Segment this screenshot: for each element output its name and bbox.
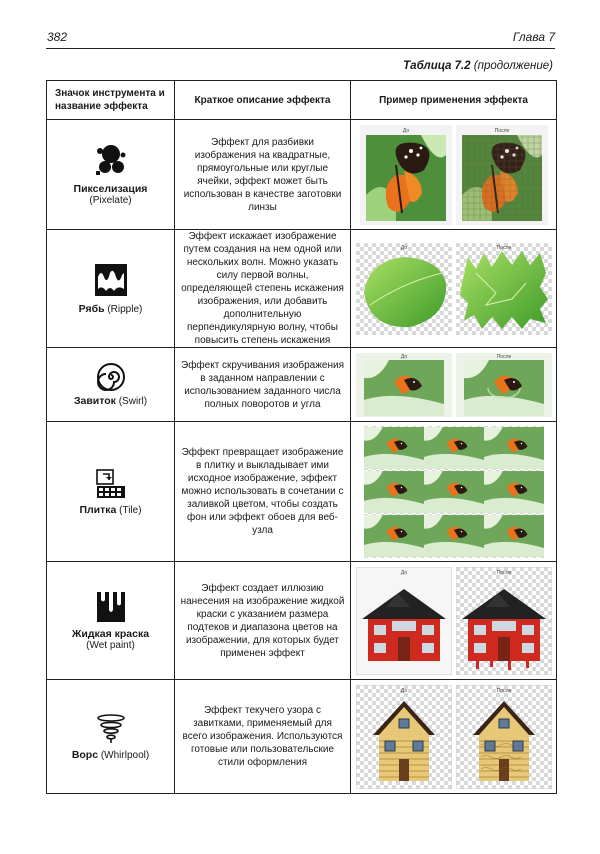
before-label: До [402, 127, 409, 134]
effect-name: Ворс [71, 748, 99, 761]
table-header-row [47, 81, 557, 120]
whirlpool-icon [96, 713, 126, 745]
table-row [47, 120, 557, 230]
effect-description: Эффект текучего узора с завитками, применяемый для всего изображения. Используются готовые или пользовательские стили оформления [175, 680, 351, 794]
effect-latin: (Tile) [119, 504, 142, 516]
example-before-image [360, 125, 452, 225]
table-row [47, 230, 557, 348]
example-cell [351, 348, 557, 422]
effect-name: Рябь [78, 302, 105, 315]
effect-cell [47, 230, 175, 348]
effect-description: Эффект превращает изображение в плитку и выкладывает ими исходное изображение, эффект можно использовать в сочетании с заливкой цветом, чтобы создать фон или эффект обоев для веб-узла [175, 422, 351, 562]
effect-latin: (Ripple) [107, 303, 143, 315]
effect-description: Эффект скручивания изображения в заданном направлении с использованием заданного числа полных поворотов и угла [175, 348, 351, 422]
caption-label: Таблица 7.2 [403, 60, 471, 72]
effect-cell [47, 680, 175, 794]
after-label: После [496, 687, 511, 694]
chapter-title: Глава 7 [512, 30, 555, 44]
effect-description: Эффект для разбивки изображения на квадратные, прямоугольные или круглые ячейки, эффект может быть использован в качестве заготовки линзы [175, 120, 351, 230]
header-icon-name: Значок инструмента и название эффекта [47, 81, 175, 120]
effect-name: Пикселизация [73, 183, 148, 195]
effect-title [47, 395, 174, 407]
tile-icon [95, 468, 127, 500]
effect-title [47, 303, 174, 315]
effect-latin: (Swirl) [118, 396, 148, 407]
table-caption [403, 60, 553, 72]
effect-cell [47, 422, 175, 562]
header-rule [46, 48, 555, 49]
table-row [47, 562, 557, 680]
effect-name: Жидкая краска [71, 628, 150, 640]
before-label: До [400, 244, 407, 251]
table-row [47, 348, 557, 422]
after-label: После [496, 569, 511, 576]
example-after-image [456, 243, 552, 335]
example-after-image [456, 353, 552, 417]
table-row [47, 422, 557, 562]
ripple-icon [94, 263, 128, 297]
swirl-icon [96, 362, 126, 392]
effect-latin: (Whirlpool) [100, 749, 150, 761]
caption-note: (продолжение) [473, 60, 553, 72]
header-example: Пример применения эффекта [351, 81, 557, 120]
example-cell [351, 230, 557, 348]
example-before-image [356, 567, 452, 675]
effect-name: Плитка [79, 503, 117, 516]
before-label: До [400, 353, 407, 360]
after-label: После [496, 244, 511, 251]
page-number: 382 [47, 30, 68, 44]
example-tiled-image [364, 426, 544, 558]
effect-cell [47, 120, 175, 230]
example-before-image [356, 353, 452, 417]
before-label: До [400, 687, 407, 694]
before-label: До [400, 569, 407, 576]
example-cell [351, 562, 557, 680]
example-before-image [356, 243, 452, 335]
example-cell [351, 422, 557, 562]
after-label: После [496, 353, 511, 360]
after-label: После [494, 127, 509, 134]
effect-title [47, 504, 174, 516]
example-cell [351, 120, 557, 230]
wet-paint-icon [95, 590, 127, 624]
table-row [47, 680, 557, 794]
example-cell [351, 680, 557, 794]
example-before-image [356, 685, 452, 789]
pixelate-icon [94, 143, 128, 177]
effect-cell [47, 562, 175, 680]
effect-description: Эффект создает иллюзию нанесения на изображение жидкой краски с указанием размера подтеков и диапазона цветов на изображении, для которых будет применен эффект [175, 562, 351, 680]
example-after-image [456, 685, 552, 789]
effect-latin: (Pixelate) [89, 195, 132, 206]
effect-title [47, 749, 174, 761]
effects-table [46, 80, 557, 794]
header-description: Краткое описание эффекта [175, 81, 351, 120]
effect-name: Завиток [73, 395, 116, 407]
example-after-image [456, 567, 552, 675]
effect-cell [47, 348, 175, 422]
example-after-image [456, 125, 548, 225]
effect-latin: (Wet paint) [86, 640, 135, 651]
effect-description: Эффект искажает изображение путем создания на нем одной или нескольких волн. Можно указать силу первой волны, определяющей степень искажения изображения, или добавить дополнительную перпендикулярную волну, чтобы повысить степень искажения [175, 230, 351, 348]
